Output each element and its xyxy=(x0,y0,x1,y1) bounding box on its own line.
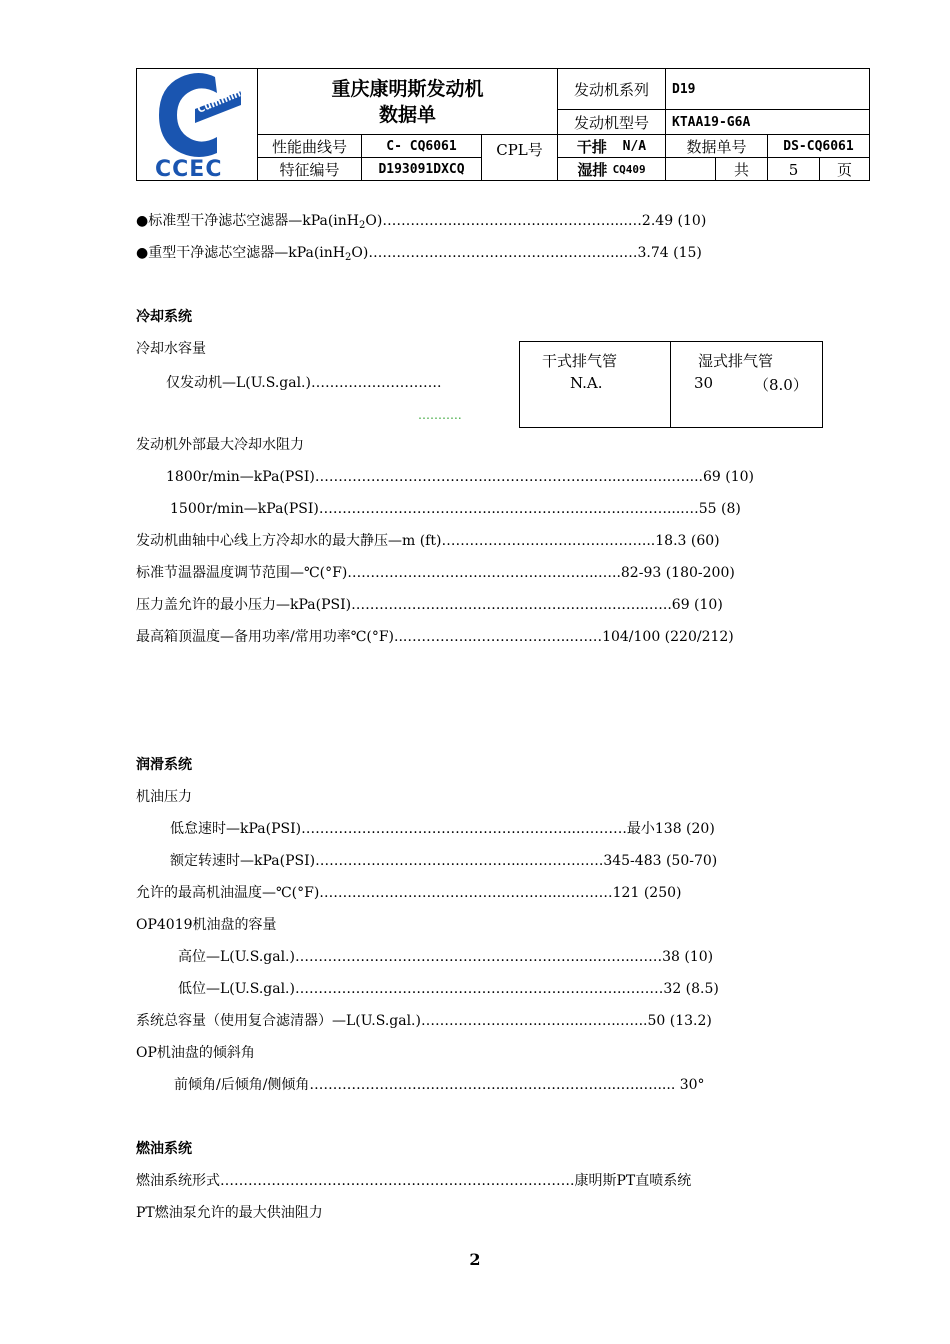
tilt-angles: 前倾角/后倾角/侧倾角……………………..……………..…………………...…..….... 30° xyxy=(174,1077,705,1093)
fuel-resistance-label: PT燃油泵允许的最大供油阻力 xyxy=(136,1205,323,1221)
system-total: 系统总容量（使用复合滤清器）—L(U.S.gal.)……………………..……...……..…...50 (13.2) xyxy=(136,1013,712,1029)
text: 重型干净滤芯空滤器—kPa(inH xyxy=(148,245,346,261)
cpl-label: CPL号 xyxy=(481,134,557,181)
subscript: 2 xyxy=(345,252,352,263)
coolant-capacity-label: 冷却水容量 xyxy=(136,341,206,357)
cooling-line: 发动机曲轴中心线上方冷却水的最大静压—m (ft)……………………….……………...18.3 (60) xyxy=(136,533,720,549)
air-filter-heavy xyxy=(136,244,702,267)
feature-value: D193091DXCQ xyxy=(361,157,481,181)
bullet-icon: ● xyxy=(136,213,149,229)
series-label: 发动机系列 xyxy=(557,69,665,109)
text: 标准型干净滤芯空滤器—kPa(inH xyxy=(148,213,360,229)
rated-pressure: 额定转速时—kPa(PSI)……………………………………...………….….345-483 (50-70) xyxy=(170,853,718,869)
total-value: 5 xyxy=(767,157,819,181)
feature-label: 特征编号 xyxy=(257,157,361,181)
dry-exhaust-cell xyxy=(557,134,665,157)
title-line-1: 重庆康明斯发动机 xyxy=(331,77,484,100)
cooling-line: 标准节温器温度调节范围—℃(°F)….……………………..…………………...…..82-93 (180-200) xyxy=(136,565,735,581)
wet-header: 湿式排气管 xyxy=(698,352,774,370)
box-divider xyxy=(670,342,671,427)
dry-value: N/A xyxy=(622,138,647,154)
cooling-heading: 冷却系统 xyxy=(136,309,192,325)
sheet-title xyxy=(257,69,557,134)
cooling-line: 最高箱顶温度—备用功率/常用功率℃(°F)...…………...………………...……104/100 (220/212) xyxy=(136,629,734,645)
max-oil-temp: 允许的最高机油温度—℃(°F)………………………………….………..…………121 (250) xyxy=(136,885,682,901)
lubrication-heading: 润滑系统 xyxy=(136,757,192,773)
exhaust-capacity-box xyxy=(519,341,823,428)
pan-high: 高位—L(U.S.gal.)…………………………………………………….....……..……38 (10) xyxy=(178,949,714,965)
green-dots: ……….. xyxy=(418,408,462,422)
cummins-logo xyxy=(137,69,257,181)
wet-exhaust-cell xyxy=(557,157,665,181)
dry-value: N.A. xyxy=(570,374,603,392)
tilt-label: OP机油盘的倾斜角 xyxy=(136,1045,255,1061)
series-value: D19 xyxy=(665,69,869,109)
air-filter-standard xyxy=(136,212,706,235)
page-unit: 页 xyxy=(819,157,869,181)
curve-value: C- CQ6061 xyxy=(361,134,481,157)
ccec-logo-text: CCEC xyxy=(155,157,223,182)
pan-low: 低位—L(U.S.gal.)…………………………………………………………….………32 (8.5) xyxy=(178,981,719,997)
wet-value: CQ409 xyxy=(612,163,646,176)
blank-cell xyxy=(665,157,715,181)
text: O)…………….……………………..………....…3.74 (15) xyxy=(351,245,702,261)
svg-text:Cummins: Cummins xyxy=(196,86,249,116)
total-label: 共 xyxy=(715,157,767,181)
wet-value: 30 xyxy=(694,374,714,392)
cooling-line: 压力盖允许的最小压力—kPa(PSI)………………………………………………..……..…..69 (10) xyxy=(136,597,723,613)
oil-pressure-label: 机油压力 xyxy=(136,789,192,805)
dry-header: 干式排气管 xyxy=(542,352,618,370)
dry-label: 干排 xyxy=(576,137,607,156)
resistance-label: 发动机外部最大冷却水阻力 xyxy=(136,437,304,453)
model-value: KTAA19-G6A xyxy=(665,109,869,134)
pan-capacity-label: OP4019机油盘的容量 xyxy=(136,917,277,933)
header-table xyxy=(136,68,870,181)
sheet-no-value: DS-CQ6061 xyxy=(767,134,869,157)
engine-only-line: 仅发动机—L(U.S.gal.)………………………. xyxy=(166,375,442,391)
subscript: 2 xyxy=(359,220,366,231)
title-line-2: 数据单 xyxy=(378,103,436,126)
fuel-heading: 燃油系统 xyxy=(136,1141,192,1157)
cooling-line: 1500r/min—kPa(PSI)………………………………....…………….…..…..………....…55 (8) xyxy=(170,501,741,517)
bullet-icon: ● xyxy=(136,245,149,261)
wet-value-gal: （8.0） xyxy=(754,376,808,394)
text: O)……………..………………..…………....…2.49 (10) xyxy=(365,213,707,229)
idle-pressure: 低怠速时—kPa(PSI)…………………………………………………...……….最小138 (20) xyxy=(170,821,715,837)
model-label: 发动机型号 xyxy=(557,109,665,134)
fuel-system-type: 燃油系统形式………………………………………………………………….康明斯PT直喷系统 xyxy=(136,1173,692,1189)
wet-label: 湿排 xyxy=(577,161,608,179)
curve-label: 性能曲线号 xyxy=(257,134,361,157)
cooling-line: 1800r/min—kPa(PSI)………………………………...………………...…...…...…..…....69 (10) xyxy=(166,469,754,485)
page-number: 2 xyxy=(469,1250,481,1269)
sheet-no-label: 数据单号 xyxy=(665,134,767,157)
